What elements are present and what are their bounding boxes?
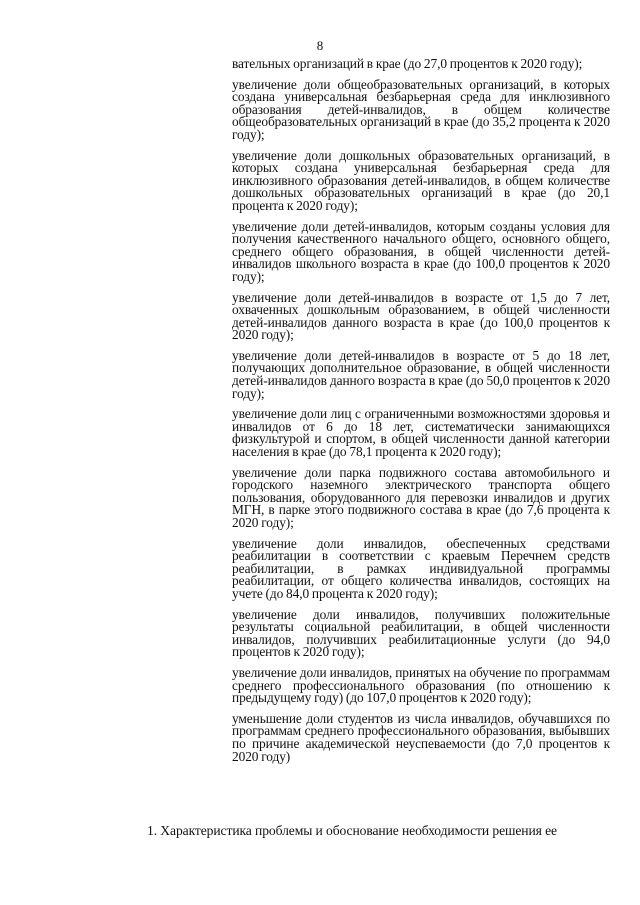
paragraph-11: увеличение доли инвалидов, принятых на обучение по программам среднего профессионального образования (по отношению к предыдущему году) (до 107,0 процентов к 2020 году); <box>232 664 610 706</box>
body-text <box>232 58 610 771</box>
page-number: 8 <box>316 38 324 53</box>
paragraph-1: вательных организаций в крае (до 27,0 процентов к 2020 году); <box>232 56 583 71</box>
paragraph-12: уменьшение доли студентов из числа инвалидов, обучавшихся по программам среднего профессионального образования, выбывших по причине академической неуспеваемости (до 7,0 процентов к 2020 году) <box>232 710 610 764</box>
paragraph-4: увеличение доли детей-инвалидов, которым созданы условия для получения качественного начального общего, основного общего, среднего общего образования, в общей численности детей-инвалидов школьного возраста в крае (до 100,0 процентов к 2020 году); <box>232 218 610 284</box>
paragraph-10: увеличение доли инвалидов, получивших положительные результаты социальной реабилитации, в общей численности инвалидов, получивших реабилитационные услуги (до 94,0 процентов к 2020 году); <box>232 606 610 660</box>
paragraph-7: увеличение доли лиц с ограниченными возможностями здоровья и инвалидов от 6 до 18 лет, систематически занимающихся физкультурой и спортом, в общей численности данной категории населения в крае (до 78,1 процента к 2020 году); <box>232 406 610 460</box>
paragraph-6: увеличение доли детей-инвалидов в возрасте от 5 до 18 лет, получающих дополнительное образование, в общей численности детей-инвалидов данного возраста в крае (до 50,0 процентов к 2020 году); <box>232 347 610 401</box>
paragraph-8: увеличение доли парка подвижного состава автомобильного и городского наземного электрического транспорта общего пользования, оборудованного для перевозки инвалидов и других МГН, в парке этого подвижного состава в крае (до 7,6 процента к 2020 году); <box>232 464 610 530</box>
paragraph-5: увеличение доли детей-инвалидов в возрасте от 1,5 до 7 лет, охваченных дошкольным образованием, в общей численности детей-инвалидов данного возраста в крае (до 100,0 процентов к 2020 году); <box>232 289 610 343</box>
section-heading: 1. Характеристика проблемы и обоснование необходимости решения ее <box>147 823 557 838</box>
paragraph-2: увеличение доли общеобразовательных организаций, в которых создана универсальная безбарьерная среда для инклюзивного образования детей-инвалидов, в общем количестве общеобразовательных организаций в крае (до 35,2 процента к 2020 году); <box>232 76 610 142</box>
paragraph-3: увеличение доли дошкольных образовательных организаций, в которых создана универсальная безбарьерная среда для инклюзивного образования детей-инвалидов, в общем количестве дошкольных образовательных организаций в крае (до 20,1 процента к 2020 году); <box>232 147 610 213</box>
paragraph-9: увеличение доли инвалидов, обеспеченных средствами реабилитации в соответствии с краевым Перечнем средств реабилитации, в рамках индивидуальной программы реабилитации, от общего количества инвалидов, состоящих на учете (до 84,0 процента к 2020 году); <box>232 535 610 601</box>
